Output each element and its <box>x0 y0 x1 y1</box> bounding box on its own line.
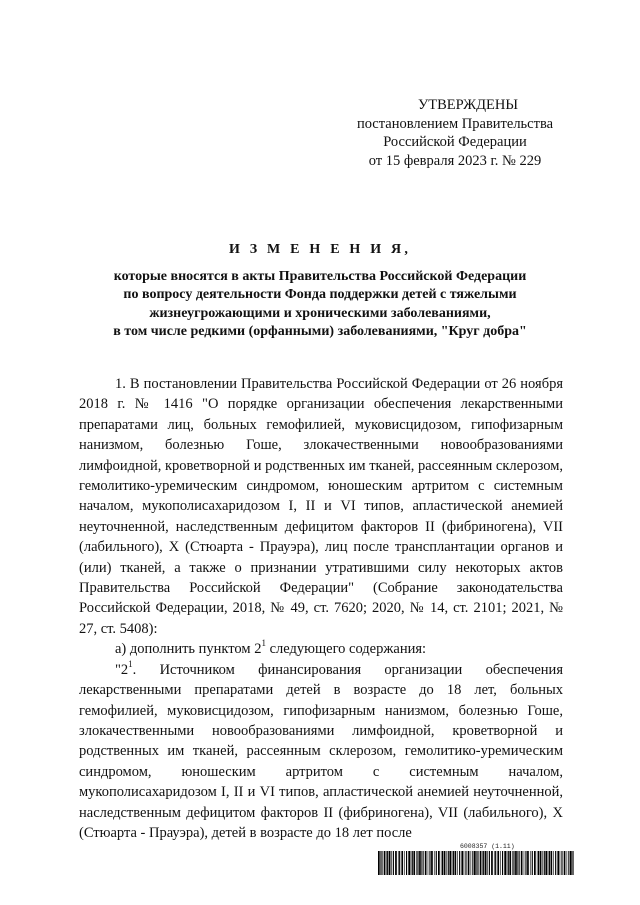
superscript: 1 <box>128 658 133 669</box>
barcode-bar <box>489 851 490 875</box>
barcode-bar <box>487 851 488 875</box>
barcode-bar <box>568 851 569 875</box>
barcode-bar <box>508 851 509 875</box>
title-line: которые вносятся в акты Правительства Российской Федерации <box>113 268 527 284</box>
barcode-bar <box>517 851 518 875</box>
barcode-bar <box>519 851 520 875</box>
approval-heading: УТВЕРЖДЕНЫ <box>417 97 519 113</box>
paragraph-3 <box>79 660 563 844</box>
barcode-bar <box>532 851 533 875</box>
title-heading: И З М Е Н Е Н И Я, <box>228 242 412 257</box>
barcode-bar <box>527 851 529 875</box>
barcode-bar <box>419 851 421 875</box>
barcode-bar <box>494 851 495 875</box>
barcode-bar <box>412 851 413 875</box>
barcode-bar <box>555 851 556 875</box>
barcode-bar <box>380 851 381 875</box>
barcode-bar <box>455 851 457 875</box>
barcode-bar <box>540 851 542 875</box>
title-line: по вопросу деятельности Фонда поддержки детей с тяжелыми <box>123 287 517 302</box>
barcode-bar <box>413 851 415 875</box>
barcode-bar <box>557 851 559 875</box>
barcode-bar <box>452 851 453 875</box>
approval-line: Российской Федерации <box>383 134 527 150</box>
barcode-bar <box>482 851 483 875</box>
barcode-bar <box>545 851 547 875</box>
barcode-bar <box>564 851 566 875</box>
barcode-bar <box>474 851 476 875</box>
title-line: жизнеугрожающими и хроническими заболеваниями, <box>149 305 491 321</box>
barcode-bar <box>421 851 422 875</box>
title-line: в том числе редкими (орфанными) заболеваниями, "Круг добра" <box>113 324 527 339</box>
barcode-bar <box>431 851 433 875</box>
approval-line: постановлением Правительства <box>356 115 554 132</box>
barcode-bar <box>378 851 380 875</box>
barcode-bar <box>548 851 549 875</box>
barcode-bar <box>446 851 447 875</box>
barcode-bar <box>428 851 429 875</box>
barcode-bar <box>570 851 572 875</box>
barcode-bar <box>389 851 391 875</box>
barcode-bar <box>429 851 430 875</box>
barcode-bar <box>537 851 538 875</box>
barcode-bar <box>491 851 493 875</box>
barcode-bar <box>500 851 501 875</box>
barcode-bar <box>534 851 536 875</box>
barcode-bar <box>398 851 399 875</box>
barcode-bar <box>524 851 525 875</box>
barcode-bar <box>391 851 392 875</box>
barcode-bar <box>395 851 397 875</box>
barcode-bar <box>476 851 477 875</box>
barcode-bar <box>549 851 550 875</box>
barcode-bar <box>416 851 417 875</box>
document-body <box>79 374 563 843</box>
barcode-bar <box>438 851 440 875</box>
barcode-bar <box>471 851 472 875</box>
barcode-bar <box>384 851 386 875</box>
barcode-bar <box>521 851 523 875</box>
barcode-bar <box>561 851 562 875</box>
barcode-bar <box>560 851 561 875</box>
barcode-bar <box>399 851 400 875</box>
barcode-bar <box>386 851 387 875</box>
barcode-bar <box>436 851 437 875</box>
barcode-bar <box>459 851 460 875</box>
paragraph-3-open: "2 <box>115 661 129 678</box>
barcode-bar <box>480 851 482 875</box>
barcode-bar <box>448 851 449 875</box>
barcode-bar <box>567 851 568 875</box>
barcode-bar <box>387 851 388 875</box>
barcode-bar <box>404 851 405 875</box>
barcode-bar <box>464 851 465 875</box>
barcode-bar <box>497 851 499 875</box>
barcode-bar <box>483 851 484 875</box>
barcode-bar <box>512 851 513 875</box>
barcode-bar <box>495 851 496 875</box>
barcode-bar <box>434 851 435 875</box>
barcode-bar <box>408 851 410 875</box>
barcode-bar <box>381 851 382 875</box>
barcode-bar <box>477 851 478 875</box>
barcode-bar <box>468 851 470 875</box>
barcode-bar <box>449 851 451 875</box>
barcode-bar <box>551 851 553 875</box>
paragraph-1: 1. В постановлении Правительства Российской Федерации от 26 ноября 2018 г. № 1416 "О порядке организации обеспечения лекарственными препаратами лиц, больных гемофилией, муковисцидозом, гипофизарным нанизмом, болезнью Гоше, злокачественными новообразованиями лимфоидной, кроветворной и родственных им тканей, рассеянным склерозом, гемолитико-уремическим синдромом, юношеским артритом с системным началом, мукополисахаридозом I, II и VI типов, апластической анемией неуточненной, наследственным дефицитом факторов II (фибриногена), VII (лабильного), X (Стюарта - Прауэра), лиц после трансплантации органов и (или) тканей, а также о признании утратившими силу некоторых актов Правительства Российской Федерации" (Собрание законодательства Российской Федерации, 2018, № 49, ст. 7620; 2020, № 14, ст. 2101; 2021, № 27, ст. 5408): <box>79 376 563 637</box>
barcode-bar <box>423 851 424 875</box>
document-title <box>60 241 580 342</box>
barcode-bar <box>513 851 514 875</box>
barcode-bar <box>573 851 574 875</box>
approval-stamp <box>320 96 590 170</box>
barcode-bar <box>406 851 407 875</box>
approval-date: от 15 февраля 2023 г. № 229 <box>368 152 542 169</box>
barcode-bar <box>530 851 531 875</box>
barcode-bar <box>444 851 446 875</box>
superscript: 1 <box>261 638 266 649</box>
barcode-bar <box>525 851 526 875</box>
barcode-bar <box>485 851 487 875</box>
barcode-bar <box>553 851 554 875</box>
paragraph-2-tail: следующего содержания: <box>265 641 427 658</box>
barcode-bar <box>411 851 412 875</box>
barcode-bar <box>417 851 418 875</box>
barcode-bar <box>538 851 539 875</box>
document-code: 6008357 (1.11) <box>460 843 515 850</box>
barcode-icon <box>378 851 574 875</box>
barcode-bar <box>509 851 511 875</box>
barcode-bar <box>441 851 442 875</box>
barcode-bar <box>453 851 454 875</box>
barcode-bar <box>461 851 463 875</box>
barcode-bar <box>393 851 394 875</box>
paragraph-3-text: . Источником финансирования организации обеспечения лекарственными препаратами детей в возрасте до 18 лет, больных гемофилией, муковисцидозом, гипофизарным нанизмом, болезнью Гоше, злокачественными новообразованиями лимфоидной, кроветворной и родственных им тканей, рассеянным склерозом, гемолитико-уремическим синдромом, юношеским артритом с системным началом, мукополисахаридозом I, II и VI типов, апластической анемией неуточненной, наследственным дефицитом факторов II (фибриногена), VII (лабильного), X (Стюарта - Прауэра), детей в возрасте до 18 лет после <box>79 661 563 841</box>
barcode-bar <box>457 851 458 875</box>
barcode-bar <box>504 851 506 875</box>
barcode-bar <box>465 851 466 875</box>
paragraph-2-text: а) дополнить пунктом 2 <box>115 641 262 658</box>
barcode-bar <box>507 851 508 875</box>
barcode-bar <box>442 851 443 875</box>
barcode-bar <box>572 851 573 875</box>
barcode-bar <box>401 851 403 875</box>
paragraph-2 <box>79 639 563 659</box>
barcode-bar <box>544 851 545 875</box>
barcode-bar <box>502 851 503 875</box>
barcode-bar <box>425 851 427 875</box>
barcode-bar <box>515 851 517 875</box>
barcode-bar <box>542 851 543 875</box>
barcode-bar <box>472 851 473 875</box>
